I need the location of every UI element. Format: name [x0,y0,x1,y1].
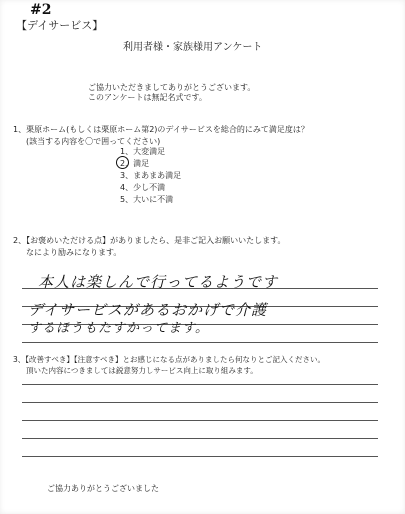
q3-answer-line [22,384,378,385]
q2-sub: なにより励みになります。 [26,248,122,257]
footer-thanks: ご協力ありがとうございました [47,484,159,493]
q3-answer-line [22,456,378,457]
q3-answer-line [22,420,378,421]
q3-answer-line [22,402,378,403]
intro-thanks: ご協力いただきましてありがとうございます。 [88,83,256,92]
q1-question: 1、栗原ホーム(もしくは栗原ホーム第2)のデイサービスを総合的にみて満足度は？ [13,125,309,134]
form-title: 利用者様・家族様用アンケート [123,42,263,53]
q2-answer-line [22,342,378,343]
q1-instruction: (該当する内容を〇で囲ってください) [26,137,161,146]
q2-handwritten-answer-line-3: するほうもたすかってます。 [28,321,209,336]
q1-option-3[interactable]: 3、まあまあ満足 [120,171,182,180]
service-tag: 【デイサービス】 [16,19,104,32]
q1-option-4[interactable]: 4、少し不満 [120,183,166,192]
selected-circle-mark [116,156,129,169]
intro-anonymous-note: このアンケートは無記名式です。 [88,93,207,102]
q2-handwritten-answer-line-1: 本人は楽しんで行ってるようです [38,273,279,291]
q3-answer-line [22,438,378,439]
q1-option-5[interactable]: 5、大いに不満 [120,195,174,204]
q2-question: 2、【お褒めいただける点】がありましたら、是非ご記入お願いいたします。 [13,236,286,245]
q3-question: 3、【改善すべき】【注意すべき】とお感じになる点がありましたら何なりとご記入ください。 [13,355,325,364]
q1-option-1[interactable]: 1、大変満足 [120,147,166,156]
handwritten-form-number: #2 [30,2,52,18]
q2-handwritten-answer-line-2: デイサービスがあるおかげで介護 [28,301,267,319]
q3-sub: 頂いた内容につきましては鋭意努力しサービス向上に取り組みます。 [26,366,258,375]
q1-option-2[interactable]: 2、満足 [120,159,150,168]
